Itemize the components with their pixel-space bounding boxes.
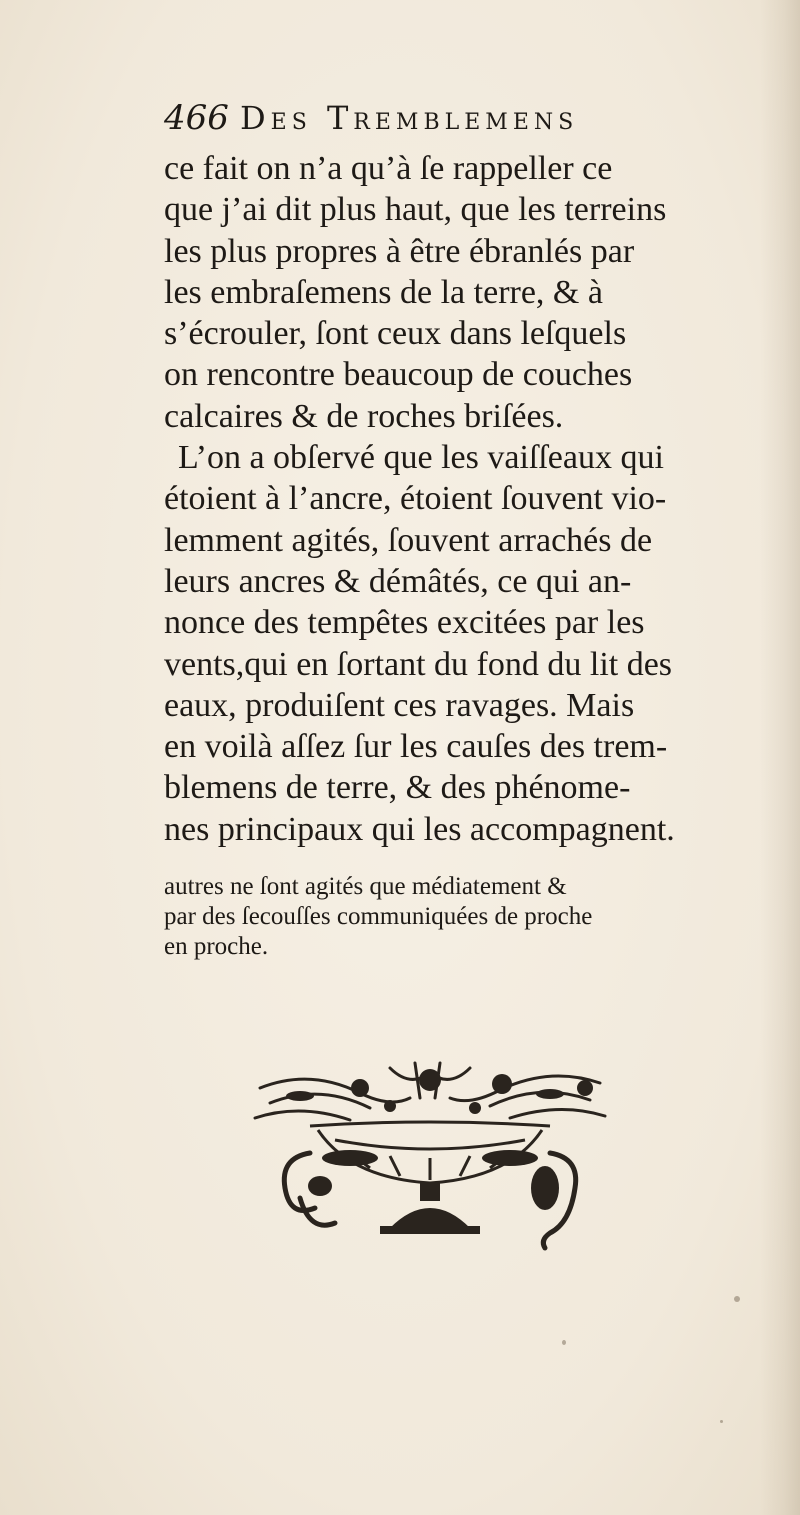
text-line: s’écrouler, ſont ceux dans leſquels <box>164 315 627 353</box>
vase-ornament-icon <box>240 1058 620 1258</box>
text-line: eaux, produiſent ces ravages. Mais <box>164 686 635 724</box>
text-line: lemment agités, ſouvent arrachés de <box>164 521 653 559</box>
text-line: que j’ai dit plus haut, que les terreins <box>164 191 667 229</box>
footnote <box>164 872 764 962</box>
page-header <box>164 98 684 142</box>
text-line: ce fait on n’a qu’à ſe rappeller ce <box>164 150 613 187</box>
page-number: 466 <box>164 98 229 138</box>
footnote-line: par des ſecouſſes communiquées de proche <box>164 903 593 930</box>
footnote-line: autres ne ſont agités que médiatement & <box>164 873 567 900</box>
text-line: leurs ancres & démâtés, ce qui an- <box>164 562 632 600</box>
text-line: vents,qui en ſortant du fond du lit des <box>164 645 673 683</box>
main-text <box>164 148 764 850</box>
text-line: L’on a obſervé que les vaiſſeaux qui <box>178 439 664 477</box>
paper-speck <box>562 1340 566 1345</box>
text-line: nonce des tempêtes excitées par les <box>164 604 645 642</box>
text-line: les embraſemens de la terre, & à <box>164 273 603 311</box>
text-line: on rencontre beaucoup de couches <box>164 356 633 394</box>
text-line: en voilà aſſez ſur les cauſes des trem- <box>164 728 668 766</box>
running-head: Des Tremblemens <box>240 99 579 137</box>
text-line: nes principaux qui les accompagnent. <box>164 810 675 848</box>
text-line: blemens de terre, & des phénome- <box>164 769 631 807</box>
text-line: les plus propres à être ébranlés par <box>164 232 635 270</box>
page-edge-shadow <box>760 0 800 1515</box>
text-line: étoient à l’ancre, étoient ſouvent vio- <box>164 480 667 518</box>
paper-speck <box>734 1296 740 1302</box>
footnote-line: en proche. <box>164 933 269 960</box>
paper-speck <box>720 1420 723 1423</box>
text-line: calcaires & de roches briſées. <box>164 397 564 435</box>
